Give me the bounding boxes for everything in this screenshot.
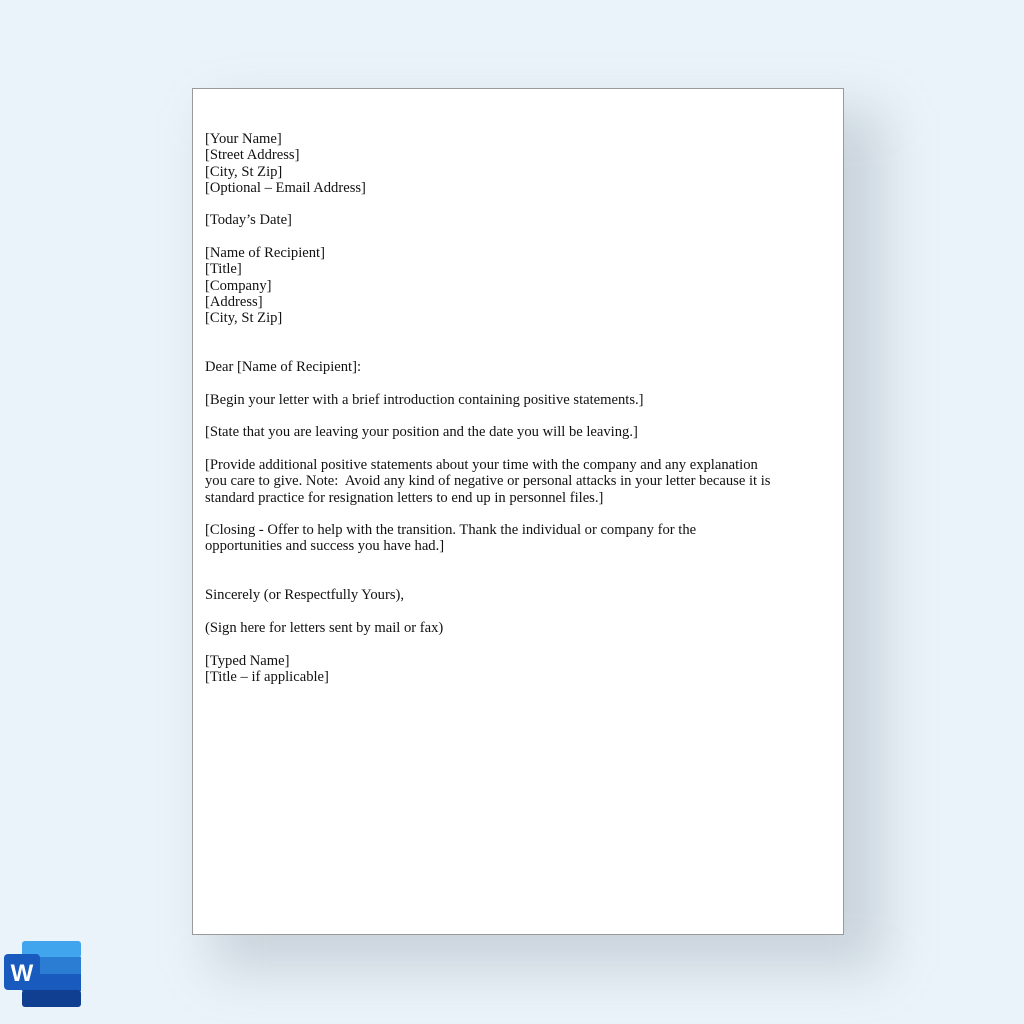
recipient-city: [City, St Zip]: [205, 310, 283, 327]
word-icon-band-4: [22, 990, 81, 1007]
paragraph-line: standard practice for resignation letters to end up in personnel files.]: [205, 489, 604, 506]
signature-block: [205, 653, 823, 686]
recipient-name: [Name of Recipient]: [205, 245, 325, 262]
sender-city: [City, St Zip]: [205, 163, 283, 180]
title-line: [Title – if applicable]: [205, 668, 329, 685]
letter-body: [205, 131, 823, 685]
paragraph-line: opportunities and success you have had.]: [205, 538, 445, 555]
paragraph-line: [Closing - Offer to help with the transition. Thank the individual or company for the: [205, 522, 697, 539]
microsoft-word-icon: [4, 940, 82, 1008]
paragraph-line: [Provide additional positive statements about your time with the company and any explanation: [205, 456, 758, 473]
complimentary-close: Sincerely (or Respectfully Yours),: [205, 587, 405, 604]
paragraph-intro: [Begin your letter with a brief introduction containing positive statements.]: [205, 391, 644, 408]
document-page: [192, 88, 844, 935]
paragraph-closing: [205, 522, 823, 555]
typed-name: [Typed Name]: [205, 652, 290, 669]
recipient-address-block: [205, 245, 823, 326]
salutation: Dear [Name of Recipient]:: [205, 359, 361, 376]
sender-address-block: [205, 131, 823, 196]
letter-date: [Today’s Date]: [205, 212, 292, 229]
sender-name: [Your Name]: [205, 131, 282, 147]
recipient-address: [Address]: [205, 293, 263, 310]
paragraph-additional: [205, 457, 823, 506]
sender-email: [Optional – Email Address]: [205, 179, 366, 196]
recipient-company: [Company]: [205, 277, 272, 294]
recipient-title: [Title]: [205, 261, 242, 278]
sender-street: [Street Address]: [205, 147, 300, 164]
word-icon-letter: W: [10, 960, 34, 987]
signature-note: (Sign here for letters sent by mail or fax): [205, 619, 444, 636]
paragraph-line: you care to give. Note: Avoid any kind of negative or personal attacks in your letter because it is: [205, 473, 771, 490]
paragraph-leaving: [State that you are leaving your position and the date you will be leaving.]: [205, 424, 638, 441]
